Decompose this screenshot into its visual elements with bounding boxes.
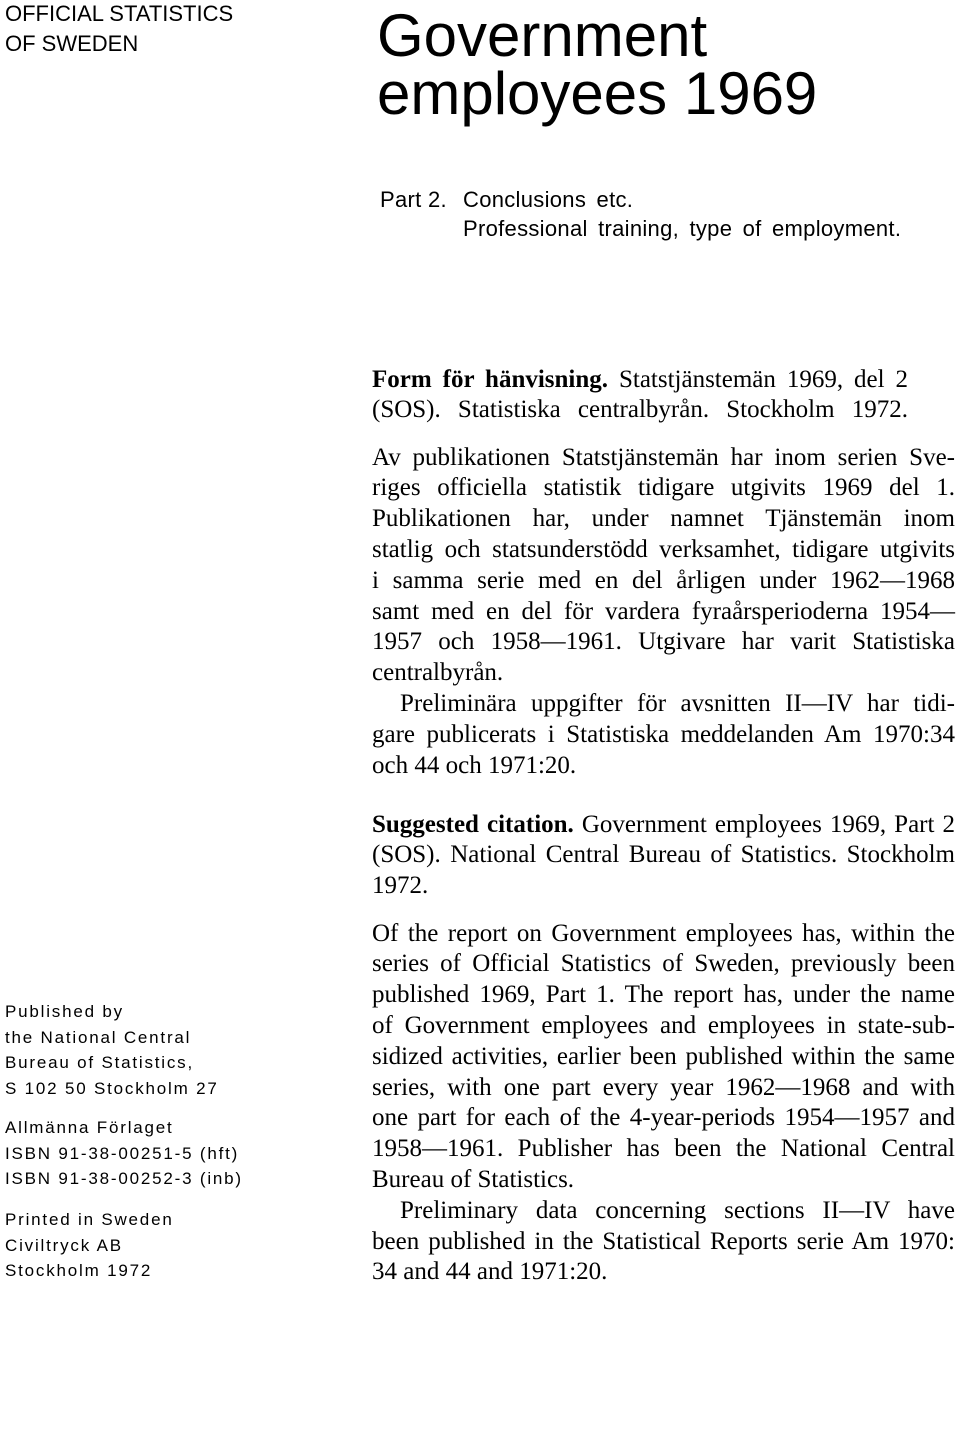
citation-text: Statstjänstemän 1969, del 2 xyxy=(618,365,908,393)
swedish-description xyxy=(372,443,955,782)
paragraph xyxy=(372,919,955,1196)
paragraph-line: one part for each of the 4-year-periods 1954—1957 and xyxy=(372,1104,955,1132)
subtitle-line: Conclusions etc. xyxy=(463,187,634,212)
paragraph-line: riges officiella statistik tidigare utgivits 1969 del 1. xyxy=(372,474,955,502)
printer-line: Printed in Sweden xyxy=(5,1210,174,1229)
subtitle-line: Professional training, type of employment. xyxy=(463,216,902,241)
paragraph-line: Preliminära uppgifter för avsnitten II—IV har tidi- xyxy=(400,689,955,717)
paragraph xyxy=(372,689,955,781)
publisher-line: Published by xyxy=(5,1002,124,1021)
paragraph-line: Of the report on Government employees has, within the xyxy=(372,919,955,947)
citation-line: (SOS). Statistiska centralbyrån. Stockholm 1972. xyxy=(372,396,908,424)
printer-line: Stockholm 1972 xyxy=(5,1261,153,1280)
series-name-line: OF SWEDEN xyxy=(5,31,139,56)
paragraph-line: series of Official Statistics of Sweden, previously been xyxy=(372,950,955,978)
paragraph-line: Bureau of Statistics. xyxy=(372,1165,575,1193)
distributor-line: Allmänna Förlaget xyxy=(5,1118,174,1137)
paragraph-line: of Government employees and employees in state-sub- xyxy=(372,1011,955,1039)
part-label: Part 2. xyxy=(380,187,447,212)
printer-line: Civiltryck AB xyxy=(5,1235,123,1255)
title-line: employees 1969 xyxy=(377,60,818,127)
isbn-line: ISBN 91-38-00252-3 (inb) xyxy=(5,1169,243,1188)
series-name-line: OFFICIAL STATISTICS xyxy=(5,1,234,26)
paragraph-line: 34 and 44 and 1971:20. xyxy=(372,1258,608,1286)
citation-line: (SOS). National Central Bureau of Statistics. Stockholm xyxy=(372,841,955,869)
paragraph-line: sidized activities, earlier been published within the same xyxy=(372,1042,955,1070)
paragraph-line: series, with one part every year 1962—1968 and with xyxy=(372,1073,955,1101)
publisher-info xyxy=(5,999,219,1101)
citation-text: Government employees 1969, Part 2 xyxy=(581,810,955,838)
series-name xyxy=(5,0,233,59)
paragraph xyxy=(372,443,955,689)
paragraph-line: och 44 och 1971:20. xyxy=(372,751,577,779)
subtitle xyxy=(463,185,901,243)
title-line: Government xyxy=(377,2,708,69)
isbn-line: ISBN 91-38-00251-5 (hft) xyxy=(5,1143,240,1163)
paragraph-line: 1957 och 1958—1961. Utgivare har varit Statistiska xyxy=(372,628,955,656)
paragraph-line: samt med en del för vardera fyraårsperioderna 1954— xyxy=(372,597,955,625)
citation-line: 1972. xyxy=(372,872,429,900)
paragraph-line: statlig och statsunderstödd verksamhet, tidigare utgivits xyxy=(372,535,955,563)
citation-label: Form för hänvisning. xyxy=(372,365,609,393)
citation-line xyxy=(372,810,955,841)
citation-label: Suggested citation. xyxy=(372,810,574,838)
publisher-line: Bureau of Statistics, xyxy=(5,1053,194,1072)
paragraph-line: gare publicerats i Statistiska meddelanden Am 1970:34 xyxy=(372,720,955,748)
paragraph-line: published 1969, Part 1. The report has, under the name xyxy=(372,981,955,1009)
paragraph xyxy=(372,1196,955,1288)
distributor-info xyxy=(5,1115,243,1192)
paragraph-line: been published in the Statistical Reports serie Am 1970: xyxy=(372,1227,955,1255)
paragraph-line: i samma serie med en del årligen under 1962—1968 xyxy=(372,566,955,594)
paragraph-line: centralbyrån. xyxy=(372,659,504,687)
citation-line xyxy=(372,365,908,396)
document-title xyxy=(377,2,818,127)
paragraph-line: 1958—1961. Publisher has been the National Central xyxy=(372,1135,955,1163)
paragraph-line: Av publikationen Statstjänstemän har inom serien Sve- xyxy=(372,443,955,471)
english-citation xyxy=(372,810,955,902)
publisher-line: the National Central xyxy=(5,1027,192,1047)
publisher-line: S 102 50 Stockholm 27 xyxy=(5,1078,219,1098)
printer-info xyxy=(5,1207,174,1284)
english-description xyxy=(372,919,955,1289)
swedish-citation xyxy=(372,365,908,427)
paragraph-line: Preliminary data concerning sections II—IV have xyxy=(400,1196,955,1224)
paragraph-line: Publikationen har, under namnet Tjänstemän inom xyxy=(372,505,955,533)
